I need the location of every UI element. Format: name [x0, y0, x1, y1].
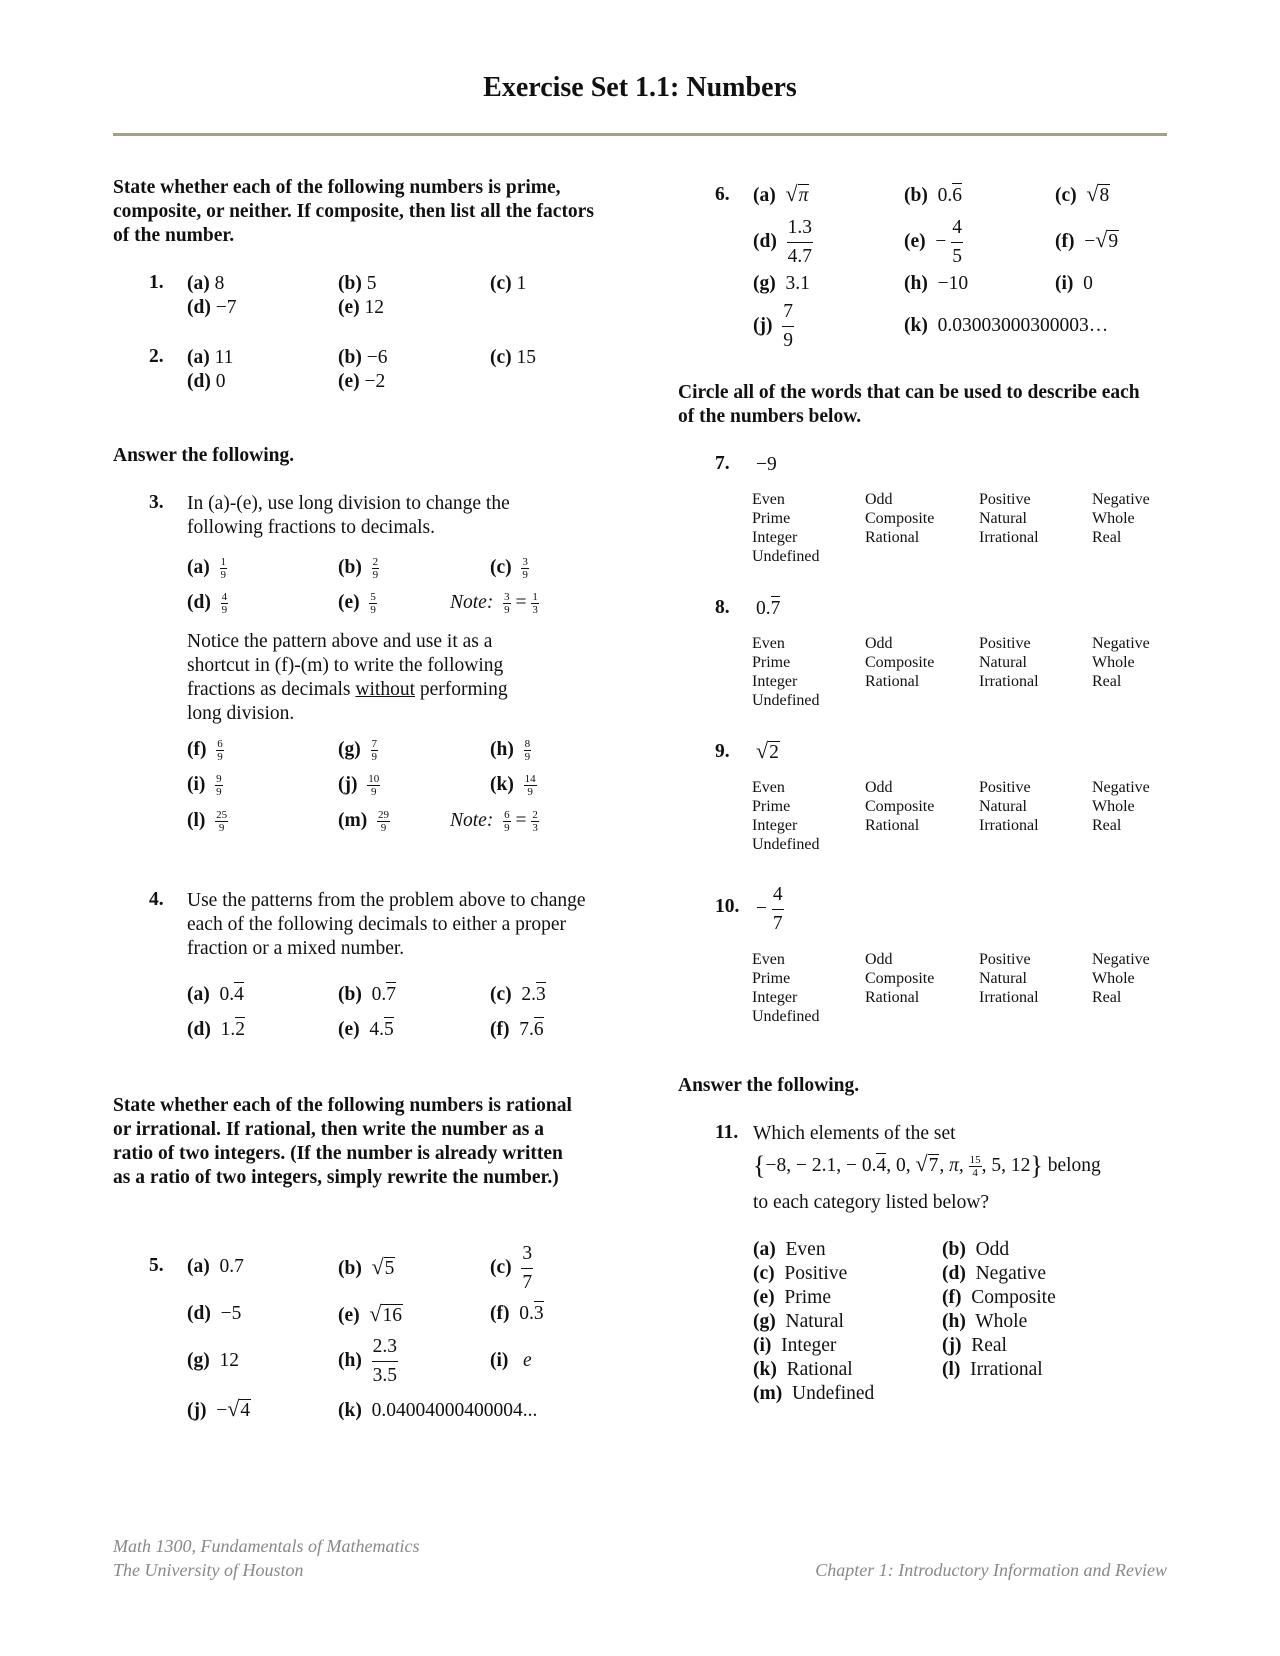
q4-item-b: (b) 0.7: [338, 984, 396, 1005]
q11-cat-g: (g) Natural: [753, 1311, 844, 1332]
q5-item-j: (j) −√4: [187, 1396, 251, 1421]
q11-cat-j: (j) Real: [942, 1335, 1007, 1356]
question-number: 11.: [715, 1122, 739, 1143]
q11-line3: to each category listed below?: [753, 1192, 990, 1213]
q3-note1: Note: $\frac{3}{9}$ = $\frac{1}{3}$: [450, 591, 538, 617]
q11-cat-c: (c) Positive: [753, 1263, 848, 1284]
word-option[interactable]: Rational: [865, 989, 920, 1006]
q3-item-a: (a) $\frac{1}{9}$: [187, 556, 226, 582]
q4-item-e: (e) 4.5: [338, 1019, 394, 1040]
footer-chapter: Chapter 1: Introductory Information and Review: [815, 1560, 1167, 1580]
q4-intro: Use the patterns from the problem above to change each of the following decimals to either a proper fraction or a mixed number.: [187, 890, 586, 959]
page-title: Exercise Set 1.1: Numbers: [483, 72, 797, 103]
word-option[interactable]: Whole: [1092, 798, 1135, 815]
q6-item-d: (d) $\frac{1.3}{4.7}$: [753, 214, 813, 271]
q3-item-g: (g) $\frac{7}{9}$: [338, 738, 377, 764]
word-option[interactable]: Whole: [1092, 510, 1135, 527]
q11-cat-e: (e) Prime: [753, 1287, 831, 1308]
word-option[interactable]: Prime: [752, 970, 791, 987]
q5-item-c: (c) $\frac{3}{7}$: [490, 1240, 533, 1297]
word-option[interactable]: Real: [1092, 989, 1122, 1006]
q1-item-d: (d) −7: [187, 297, 237, 318]
word-option[interactable]: Undefined: [752, 1008, 820, 1025]
q6-item-b: (b) 0.6: [904, 185, 962, 206]
sqrt-expression: √π: [785, 181, 809, 206]
q8-value: 0.7: [756, 598, 781, 619]
q6-item-a: (a) √π: [753, 181, 809, 206]
word-option[interactable]: Irrational: [979, 817, 1039, 834]
q7-value: −9: [756, 454, 777, 475]
word-option[interactable]: Negative: [1092, 635, 1150, 652]
q6-item-k: (k) 0.03003000300003…: [904, 315, 1109, 336]
q5-item-i: (i) e: [490, 1350, 532, 1371]
footer-university: The University of Houston: [113, 1560, 304, 1580]
word-option[interactable]: Composite: [865, 654, 935, 671]
q4-item-f: (f) 7.6: [490, 1019, 544, 1040]
word-option[interactable]: Positive: [979, 491, 1031, 508]
word-option[interactable]: Rational: [865, 529, 920, 546]
q11-line1: Which elements of the set: [753, 1123, 956, 1144]
q5-item-d: (d) −5: [187, 1303, 242, 1324]
q3-item-h: (h) $\frac{8}{9}$: [490, 738, 531, 764]
word-option[interactable]: Rational: [865, 673, 920, 690]
question-number: 8.: [715, 597, 730, 618]
word-option[interactable]: Prime: [752, 510, 791, 527]
q5-item-a: (a) 0.7: [187, 1256, 244, 1277]
q5-item-g: (g) 12: [187, 1350, 239, 1371]
section-heading-answer: Answer the following.: [113, 445, 295, 466]
q1-item-c: (c) 1: [490, 273, 527, 294]
q3-item-k: (k) $\frac{14}{9}$: [490, 773, 536, 799]
q2-item-d: (d) 0: [187, 371, 226, 392]
word-option[interactable]: Even: [752, 951, 785, 968]
q11-cat-i: (i) Integer: [753, 1335, 837, 1356]
question-number: 9.: [715, 741, 730, 762]
word-option[interactable]: Positive: [979, 779, 1031, 796]
word-option[interactable]: Negative: [1092, 779, 1150, 796]
q3-paragraph-line2: shortcut in (f)-(m) to write the following: [187, 655, 504, 676]
q11-cat-m: (m) Undefined: [753, 1383, 875, 1404]
q11-cat-h: (h) Whole: [942, 1311, 1028, 1332]
word-option[interactable]: Undefined: [752, 692, 820, 709]
question-number: 10.: [715, 896, 740, 917]
word-option[interactable]: Composite: [865, 970, 935, 987]
q3-item-b: (b) $\frac{2}{9}$: [338, 556, 379, 582]
q3-item-j: (j) $\frac{10}{9}$: [338, 773, 380, 799]
word-option[interactable]: Real: [1092, 817, 1122, 834]
sqrt-expression: √9: [1095, 227, 1119, 252]
q11-cat-k: (k) Rational: [753, 1359, 853, 1380]
question-number: 2.: [149, 346, 164, 367]
word-option[interactable]: Odd: [865, 635, 893, 652]
q11-cat-f: (f) Composite: [942, 1287, 1056, 1308]
word-option[interactable]: Even: [752, 779, 785, 796]
word-option[interactable]: Positive: [979, 635, 1031, 652]
word-option[interactable]: Real: [1092, 529, 1122, 546]
q5-item-e: (e) √16: [338, 1301, 402, 1326]
word-option[interactable]: Odd: [865, 491, 893, 508]
question-number: 7.: [715, 453, 730, 474]
word-option[interactable]: Negative: [1092, 491, 1150, 508]
footer-course: Math 1300, Fundamentals of Mathematics: [113, 1536, 420, 1556]
q1-item-e: (e) 12: [338, 297, 385, 318]
word-option[interactable]: Irrational: [979, 529, 1039, 546]
word-option[interactable]: Natural: [979, 510, 1027, 527]
question-number: 4.: [149, 889, 164, 910]
section-heading-circle: Circle all of the words that can be used to describe each of the numbers below.: [678, 382, 1140, 427]
question-number: 1.: [149, 272, 164, 293]
word-option[interactable]: Integer: [752, 673, 798, 690]
word-option[interactable]: Odd: [865, 779, 893, 796]
word-option[interactable]: Even: [752, 635, 785, 652]
q5-item-b: (b) √5: [338, 1254, 395, 1279]
word-option[interactable]: Undefined: [752, 548, 820, 565]
q11-set: {−8, − 2.1, − 0.4, 0, √7, π, $\frac{15}{4}$ , 5, 12} belong: [753, 1151, 1101, 1180]
section-heading-rational: State whether each of the following numbers is rational or irrational. If rational, then write the number as a ratio of two integers. (If the number is already written as a ratio of two integers, simply rewrite the number.): [113, 1095, 572, 1188]
q11-cat-l: (l) Irrational: [942, 1359, 1043, 1380]
word-option[interactable]: Negative: [1092, 951, 1150, 968]
q2-item-a: (a) 11: [187, 347, 234, 368]
q1-item-b: (b) 5: [338, 273, 377, 294]
word-option[interactable]: Prime: [752, 798, 791, 815]
word-option[interactable]: Natural: [979, 970, 1027, 987]
q5-item-k: (k) 0.04004000400004...: [338, 1400, 538, 1421]
q3-paragraph-line4: long division.: [187, 703, 295, 724]
sqrt-expression: √16: [369, 1301, 402, 1326]
word-option[interactable]: Undefined: [752, 836, 820, 853]
word-option[interactable]: Even: [752, 491, 785, 508]
section-heading-prime: State whether each of the following numbers is prime, composite, or neither. If composite, then list all the factors of the number.: [113, 177, 594, 246]
sqrt-expression: √8: [1086, 181, 1110, 206]
q11-cat-d: (d) Negative: [942, 1263, 1046, 1284]
word-option[interactable]: Irrational: [979, 989, 1039, 1006]
q3-intro: In (a)-(e), use long division to change the following fractions to decimals.: [187, 493, 510, 538]
q2-item-c: (c) 15: [490, 347, 537, 368]
question-number: 5.: [149, 1255, 164, 1276]
question-number: 6.: [715, 184, 730, 205]
sqrt-expression: √7: [915, 1151, 939, 1176]
q3-item-i: (i) $\frac{9}{9}$: [187, 773, 222, 799]
sqrt-expression: √5: [371, 1254, 395, 1279]
q2-item-b: (b) −6: [338, 347, 388, 368]
q3-item-f: (f) $\frac{6}{9}$: [187, 738, 223, 764]
word-option[interactable]: Odd: [865, 951, 893, 968]
word-option[interactable]: Composite: [865, 510, 935, 527]
word-option[interactable]: Natural: [979, 654, 1027, 671]
word-option[interactable]: Rational: [865, 817, 920, 834]
q5-item-f: (f) 0.3: [490, 1303, 544, 1324]
q3-paragraph-line3: fractions as decimals without performing: [187, 679, 508, 700]
q10-value: − $\frac{4}{7}$: [756, 881, 784, 938]
q1-item-a: (a) 8: [187, 273, 225, 294]
q6-item-f: (f) −√9: [1055, 227, 1119, 252]
q6-item-i: (i) 0: [1055, 273, 1093, 294]
word-option[interactable]: Integer: [752, 817, 798, 834]
q11-cat-a: (a) Even: [753, 1239, 826, 1260]
title-divider: [113, 133, 1167, 136]
q3-item-e: (e) $\frac{5}{9}$: [338, 591, 376, 617]
q4-item-c: (c) 2.3: [490, 984, 546, 1005]
question-number: 3.: [149, 492, 164, 513]
word-option[interactable]: Real: [1092, 673, 1122, 690]
q3-note2: Note: $\frac{6}{9}$ = $\frac{2}{3}$: [450, 809, 538, 835]
q6-item-j: (j) $\frac{7}{9}$: [753, 298, 794, 355]
word-option[interactable]: Positive: [979, 951, 1031, 968]
q3-item-c: (c) $\frac{3}{9}$: [490, 556, 528, 582]
q4-item-d: (d) 1.2: [187, 1019, 245, 1040]
section-heading-answer-2: Answer the following.: [678, 1075, 860, 1096]
word-option[interactable]: Composite: [865, 798, 935, 815]
q6-item-h: (h) −10: [904, 273, 969, 294]
q11-cat-b: (b) Odd: [942, 1239, 1010, 1260]
q6-item-c: (c) √8: [1055, 181, 1110, 206]
q2-item-e: (e) −2: [338, 371, 386, 392]
q5-item-h: (h) $\frac{2.3}{3.5}$: [338, 1333, 398, 1390]
q6-item-g: (g) 3.1: [753, 273, 810, 294]
word-option[interactable]: Whole: [1092, 654, 1135, 671]
q6-item-e: (e) − $\frac{4}{5}$: [904, 214, 963, 271]
word-option[interactable]: Natural: [979, 798, 1027, 815]
q3-item-m: (m) $\frac{29}{9}$: [338, 809, 389, 835]
q9-value: [756, 739, 780, 765]
word-option[interactable]: Prime: [752, 654, 791, 671]
sqrt-expression: √2: [756, 738, 779, 763]
q3-paragraph-line1: Notice the pattern above and use it as a: [187, 631, 493, 652]
word-option[interactable]: Irrational: [979, 673, 1039, 690]
word-option[interactable]: Whole: [1092, 970, 1135, 987]
q3-item-d: (d) $\frac{4}{9}$: [187, 591, 228, 617]
word-option[interactable]: Integer: [752, 529, 798, 546]
q4-item-a: (a) 0.4: [187, 984, 244, 1005]
word-option[interactable]: Integer: [752, 989, 798, 1006]
sqrt-expression: √4: [227, 1396, 251, 1421]
q3-item-l: (l) $\frac{25}{9}$: [187, 809, 228, 835]
